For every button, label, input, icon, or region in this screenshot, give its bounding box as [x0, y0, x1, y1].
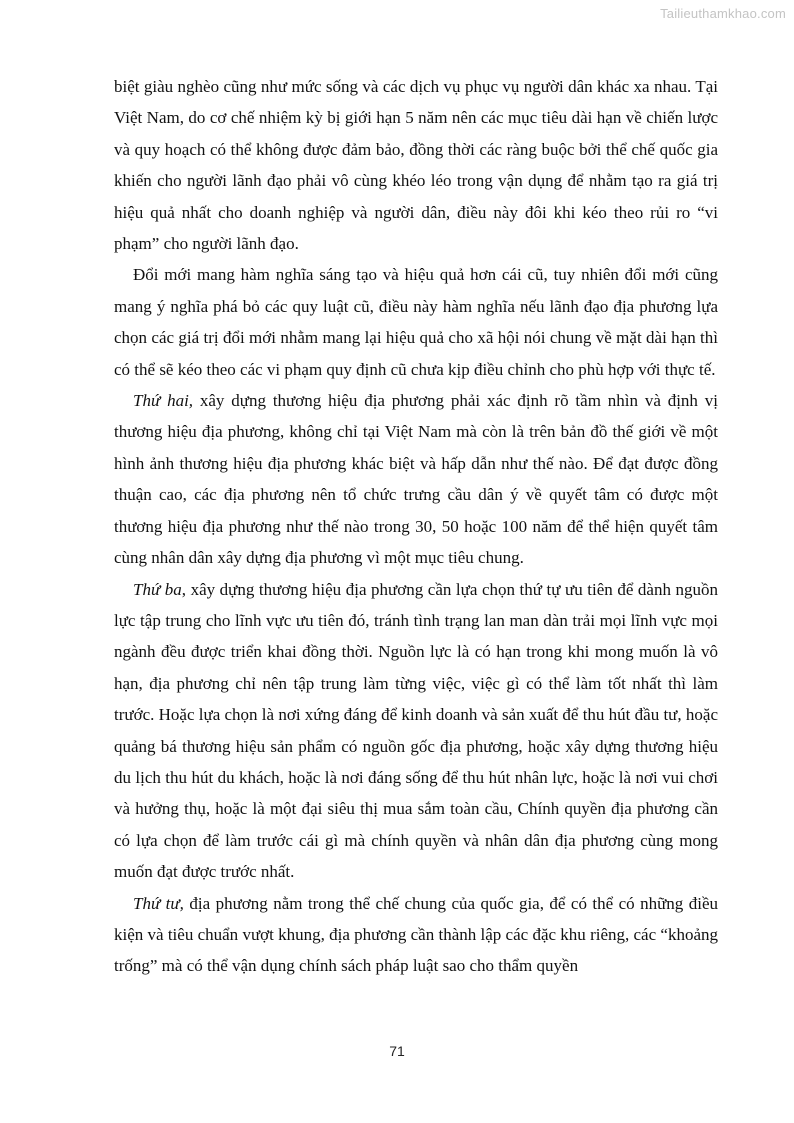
paragraph-2-text: Đổi mới mang hàm nghĩa sáng tạo và hiệu quả hơn cái cũ, tuy nhiên đổi mới cũng mang ý nghĩa phá bỏ các quy luật cũ, điều này hàm nghĩa nếu lãnh đạo địa phương lựa chọn các giá trị đổi mới nhằm mang lại hiệu quả cho xã hội nói chung về mặt dài hạn thì có thể sẽ kéo theo các vi phạm quy định cũ chưa kịp điều chỉnh cho phù hợp với thực tế. — [114, 265, 718, 379]
page-number: 71 — [389, 1043, 405, 1059]
paragraph-4-lead: Thứ ba — [133, 579, 182, 599]
watermark-text: Tailieuthamkhao.com — [660, 6, 786, 21]
paragraph-3-lead: Thứ hai, — [133, 391, 194, 411]
paragraph-5 — [114, 888, 718, 982]
paragraph-3-text: xây dựng thương hiệu địa phương phải xác định rõ tầm nhìn và định vị thương hiệu địa phương, không chỉ tại Việt Nam mà còn là trên bản đồ thế giới về một hình ảnh thương hiệu địa phương khác biệt và hấp dẫn như thế nào. Để đạt được đồng thuận cao, các địa phương nên tổ chức trưng cầu dân ý về quyết tâm có được một thương hiệu địa phương như thế nào trong 30, 50 hoặc 100 năm để thể hiện quyết tâm cùng nhân dân xây dựng địa phương vì một mục tiêu chung. — [114, 391, 718, 568]
paragraph-1-text: biệt giàu nghèo cũng như mức sống và các dịch vụ phục vụ người dân khác xa nhau. Tại Việt Nam, do cơ chế nhiệm kỳ bị giới hạn 5 năm nên các mục tiêu dài hạn về chiến lược và quy hoạch có thể không được đảm bảo, đồng thời các ràng buộc bởi thể chế quốc gia khiến cho người lãnh đạo phải vô cùng khéo léo trong vận dụng để nhằm tạo ra giá trị hiệu quả nhất cho doanh nghiệp và người dân, điều này đôi khi kéo theo rủi ro “vi phạm” cho người lãnh đạo. — [114, 77, 718, 254]
paragraph-2 — [114, 259, 718, 385]
paragraph-4-text: , xây dựng thương hiệu địa phương cần lựa chọn thứ tự ưu tiên để dành nguồn lực tập trung cho lĩnh vực ưu tiên đó, tránh tình trạng lan man dàn trải mọi lĩnh vực mọi ngành đều được triển khai đồng thời. Nguồn lực là có hạn trong khi mong muốn là vô hạn, địa phương chỉ nên tập trung làm từng việc, việc gì có thể làm tốt nhất thì làm trước. Hoặc lựa chọn là nơi xứng đáng để kinh doanh và sản xuất để thu hút đầu tư, hoặc quảng bá thương hiệu sản phẩm có nguồn gốc địa phương, hoặc xây dựng thương hiệu du lịch thu hút du khách, hoặc là nơi đáng sống để thu hút nhân lực, hoặc là nơi vui chơi và hưởng thụ, hoặc là một đại siêu thị mua sắm toàn cầu, Chính quyền địa phương cần có lựa chọn để làm trước cái gì mà chính quyền và nhân dân địa phương cùng mong muốn đạt được trước nhất. — [114, 579, 718, 882]
page-body — [114, 71, 718, 982]
paragraph-3 — [114, 385, 718, 573]
paragraph-5-text: địa phương nằm trong thể chế chung của quốc gia, để có thể có những điều kiện và tiêu chuẩn vượt khung, địa phương cần thành lập các đặc khu riêng, các “khoảng trống” mà có thể vận dụng chính sách pháp luật sao cho thẩm quyền — [114, 893, 718, 976]
paragraph-5-lead: Thứ tư, — [133, 893, 184, 913]
paragraph-4 — [114, 574, 718, 888]
paragraph-1 — [114, 71, 718, 259]
